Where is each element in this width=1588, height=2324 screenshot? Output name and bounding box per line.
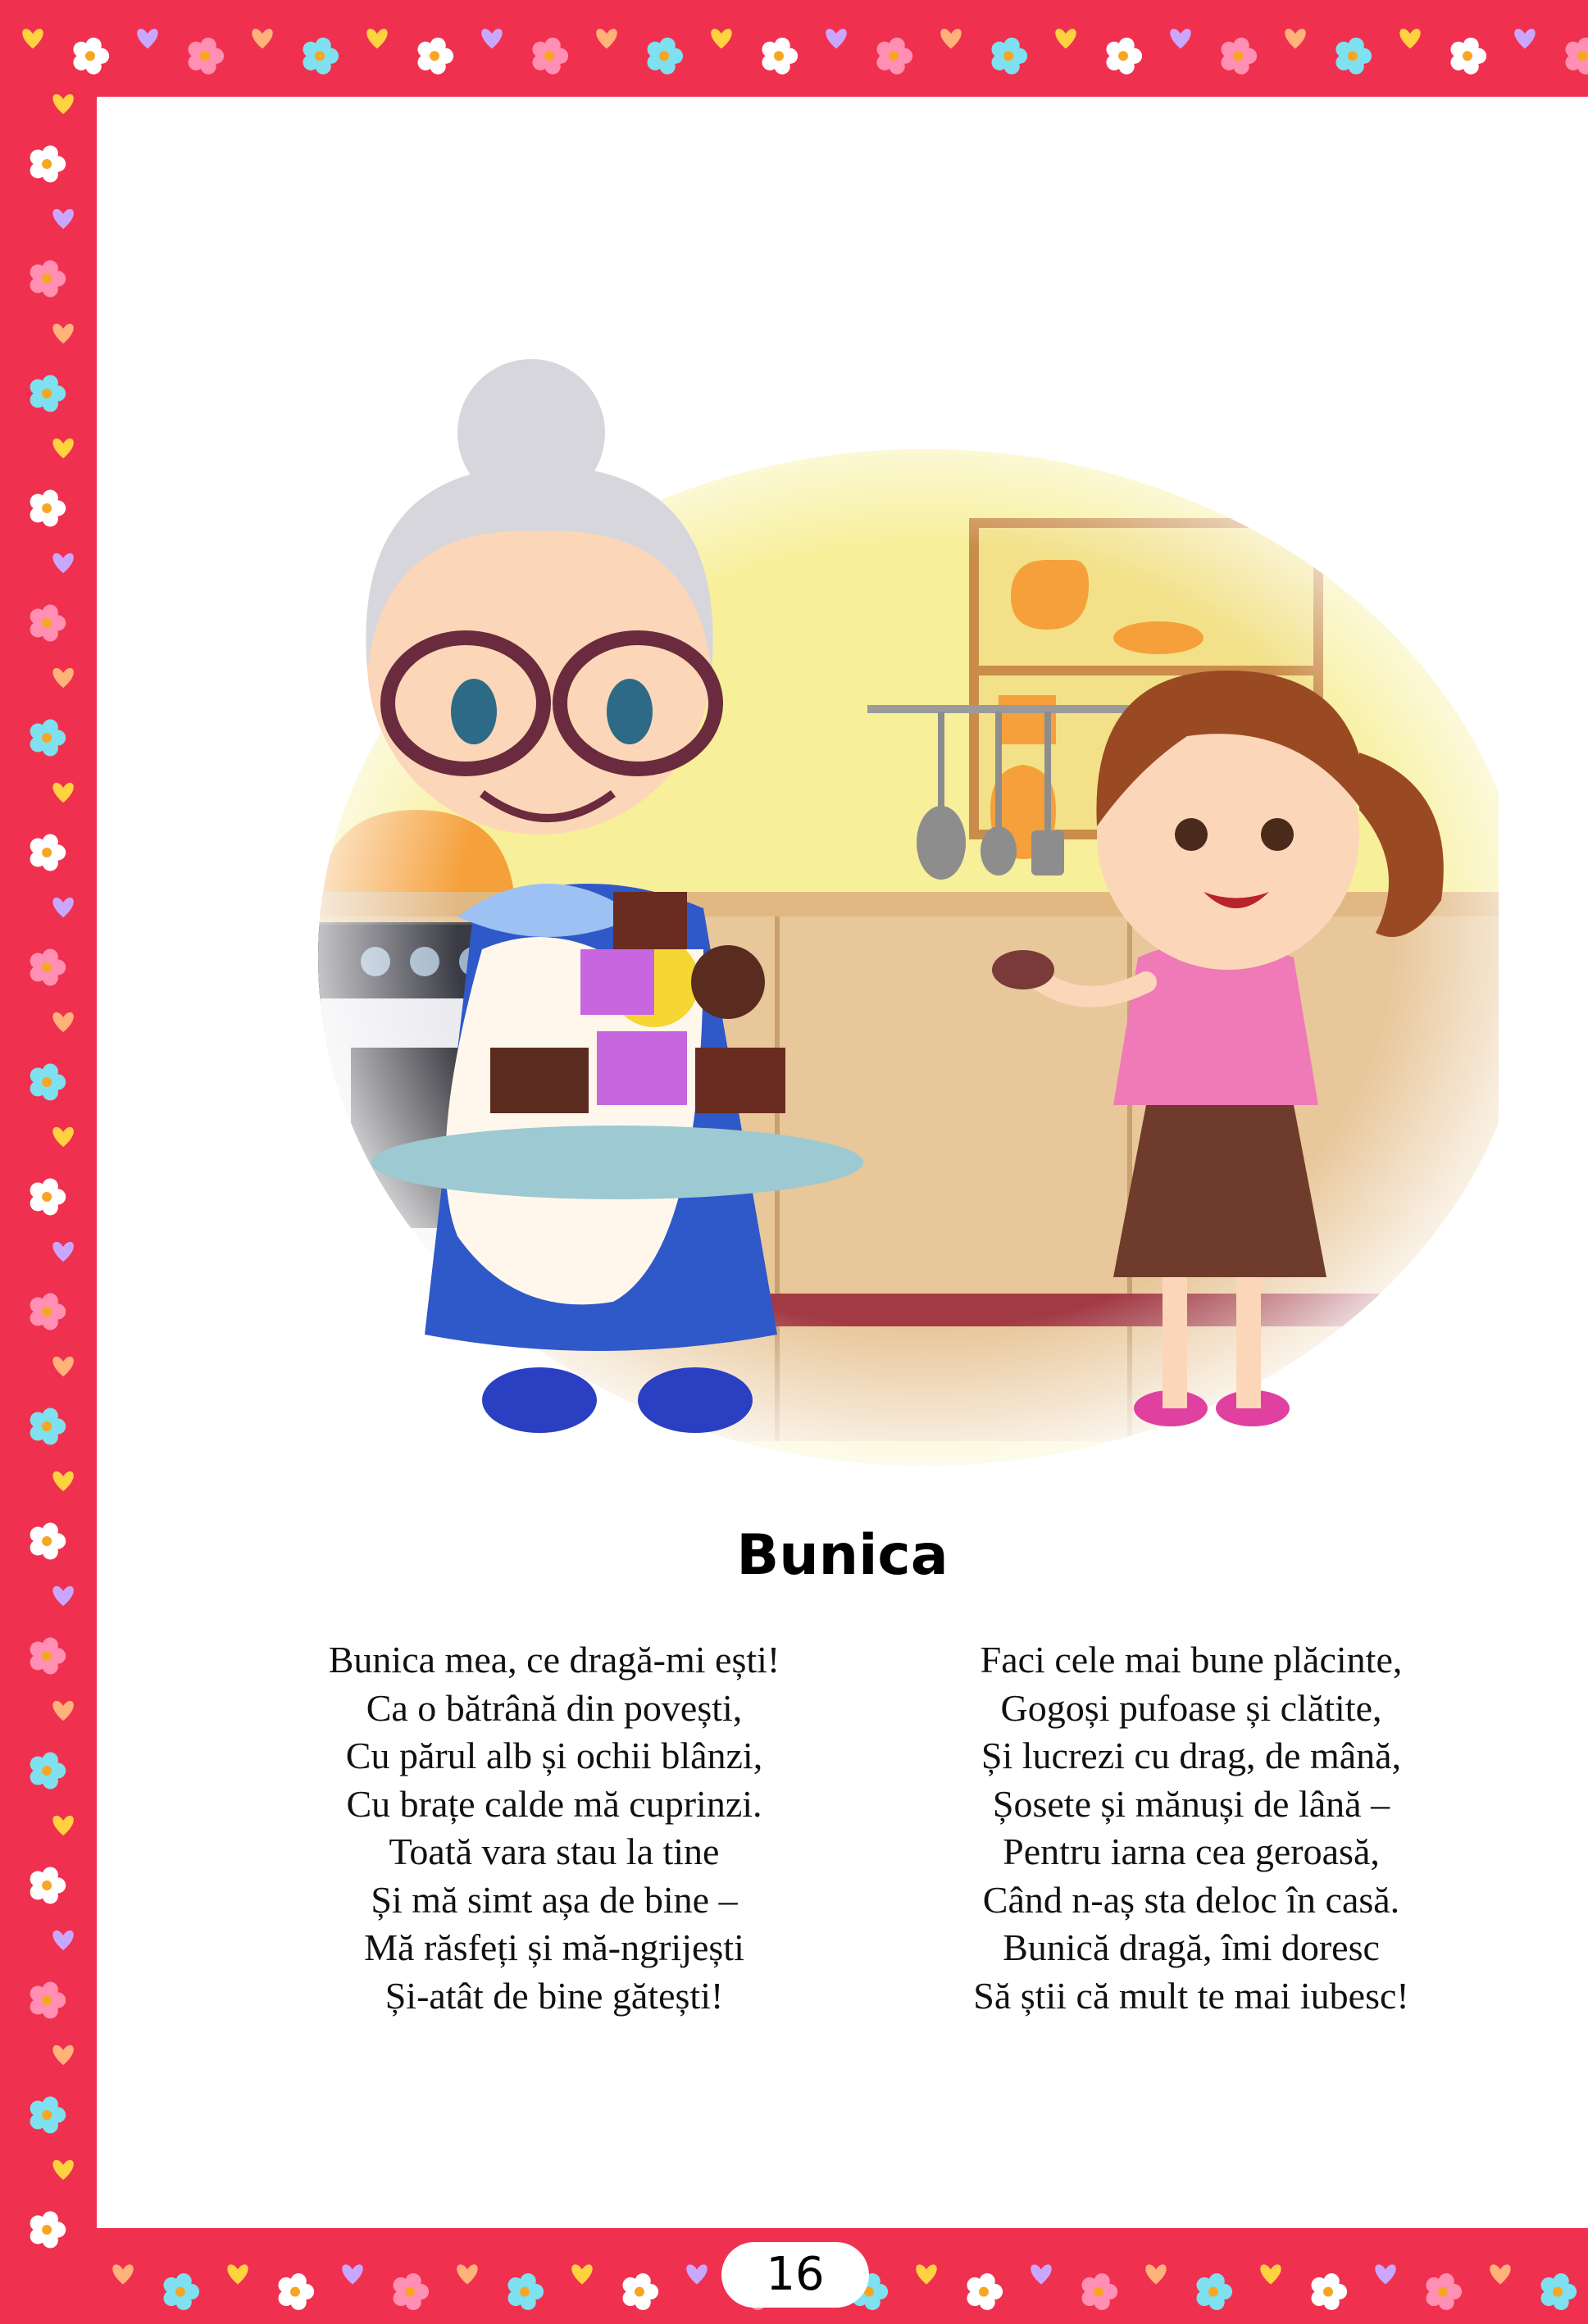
heart-icon (686, 2264, 707, 2284)
heart-icon (52, 1471, 73, 1491)
flower-icon (30, 720, 66, 757)
flower-icon (1311, 2273, 1347, 2310)
heart-icon (52, 1816, 73, 1835)
flower-icon (73, 38, 109, 75)
heart-icon (1285, 29, 1305, 48)
page-number: 16 (721, 2242, 869, 2308)
heart-icon (571, 2264, 592, 2284)
flower-icon (1106, 38, 1142, 75)
flower-icon (30, 146, 66, 183)
poem-line: Mă răsfeți și mă-ngrijești (364, 1926, 744, 1968)
treat-icon (992, 950, 1054, 989)
heart-icon (52, 209, 73, 229)
heart-icon (366, 29, 387, 48)
flower-icon (30, 1638, 66, 1675)
heart-icon (252, 29, 272, 48)
flower-icon (30, 835, 66, 871)
poem-line: Bunică dragă, îmi doresc (1003, 1926, 1380, 1968)
poem-line: Șosete și mănuși de lână – (992, 1782, 1390, 1825)
heart-icon (1514, 29, 1535, 48)
heart-icon (916, 2264, 936, 2284)
flower-icon (1450, 38, 1486, 75)
flower-icon (30, 1408, 66, 1445)
flower-icon (1426, 2273, 1462, 2310)
flower-icon (507, 2273, 544, 2310)
poem-line: Cu părul alb și ochii blânzi, (345, 1735, 763, 1776)
heart-icon (52, 898, 73, 917)
poem-line: Bunica mea, ce dragă-mi ești! (328, 1639, 780, 1680)
flower-icon (188, 38, 224, 75)
heart-icon (112, 2264, 133, 2284)
flower-icon (967, 2273, 1003, 2310)
heart-icon (52, 1357, 73, 1376)
heart-icon (22, 29, 43, 48)
grandma-hair-bun (457, 359, 605, 507)
flower-icon (30, 2097, 66, 2134)
flower-icon (30, 375, 66, 412)
heart-icon (52, 553, 73, 573)
heart-icon (52, 1701, 73, 1721)
flower-icon (1221, 38, 1257, 75)
heart-icon (137, 29, 157, 48)
flower-icon (30, 605, 66, 642)
grandma-and-girl-illustration (269, 326, 1499, 1515)
heart-icon (52, 2160, 73, 2180)
flower-icon (30, 2212, 66, 2249)
flower-icon (30, 949, 66, 986)
heart-icon (52, 1012, 73, 1032)
heart-icon (52, 668, 73, 688)
poem-line: Și-atât de bine gătești! (384, 1974, 724, 2017)
heart-icon (1031, 2264, 1051, 2284)
heart-icon (1055, 29, 1076, 48)
flower-icon (1081, 2273, 1117, 2310)
cake-tray (371, 1126, 863, 1199)
girl-skirt (1113, 1105, 1326, 1277)
flower-icon (30, 261, 66, 298)
flower-icon (303, 38, 339, 75)
flower-icon (30, 490, 66, 527)
flower-icon (1565, 38, 1588, 75)
flower-icon (1540, 2273, 1577, 2310)
heart-icon (1399, 29, 1420, 48)
flower-icon (30, 1064, 66, 1101)
poem-line: Și lucrezi cu drag, de mână, (981, 1735, 1402, 1776)
flower-icon (1335, 38, 1372, 75)
flower-icon (532, 38, 568, 75)
flower-icon (991, 38, 1027, 75)
flower-icon (876, 38, 912, 75)
heart-icon (227, 2264, 248, 2284)
flower-icon (647, 38, 683, 75)
poem-stanza-right (880, 1636, 1503, 2020)
poem-line: Pentru iarna cea geroasă, (1003, 1831, 1380, 1872)
heart-icon (52, 1242, 73, 1262)
heart-icon (940, 29, 961, 48)
heart-icon (826, 29, 846, 48)
poem-line: Ca o bătrână din povești, (366, 1686, 743, 1729)
heart-icon (596, 29, 617, 48)
heart-icon (52, 439, 73, 458)
poem-line: Cu brațe calde mă cuprinzi. (346, 1782, 762, 1825)
heart-icon (52, 783, 73, 803)
flower-icon (417, 38, 453, 75)
heart-icon (1375, 2264, 1395, 2284)
flower-icon (30, 1523, 66, 1560)
flower-icon (622, 2273, 658, 2310)
flower-icon (30, 1753, 66, 1790)
flower-icon (30, 1294, 66, 1330)
heart-icon (52, 1931, 73, 1950)
heart-icon (52, 1586, 73, 1606)
heart-icon (711, 29, 731, 48)
heart-icon (52, 324, 73, 343)
heart-icon (481, 29, 502, 48)
flower-icon (30, 1867, 66, 1904)
poem-line: Faci cele mai bune plăcinte, (980, 1639, 1403, 1680)
poem-line: Și mă simt așa de bine – (371, 1878, 738, 1921)
poem-title: Bunica (736, 1523, 949, 1588)
poem-stanza-left (243, 1636, 866, 2020)
flower-icon (762, 38, 798, 75)
heart-icon (1490, 2264, 1510, 2284)
poem-line: Să știi că mult te mai iubesc! (973, 1974, 1409, 2017)
poem-line: Gogoși pufoase și clătite, (1000, 1686, 1382, 1729)
flower-icon (393, 2273, 429, 2310)
flower-icon (30, 1179, 66, 1216)
poem-line: Toată vara stau la tine (389, 1831, 720, 1872)
flower-icon (163, 2273, 199, 2310)
flower-icon (278, 2273, 314, 2310)
heart-icon (1260, 2264, 1281, 2284)
poem-line: Când n-aș sta deloc în casă. (982, 1878, 1400, 1921)
flower-icon (30, 1982, 66, 2019)
heart-icon (342, 2264, 362, 2284)
heart-icon (1145, 2264, 1166, 2284)
heart-icon (52, 2045, 73, 2065)
book-page (97, 97, 1588, 2228)
heart-icon (1170, 29, 1190, 48)
heart-icon (52, 94, 73, 114)
heart-icon (457, 2264, 477, 2284)
heart-icon (52, 1127, 73, 1147)
flower-icon (1196, 2273, 1232, 2310)
